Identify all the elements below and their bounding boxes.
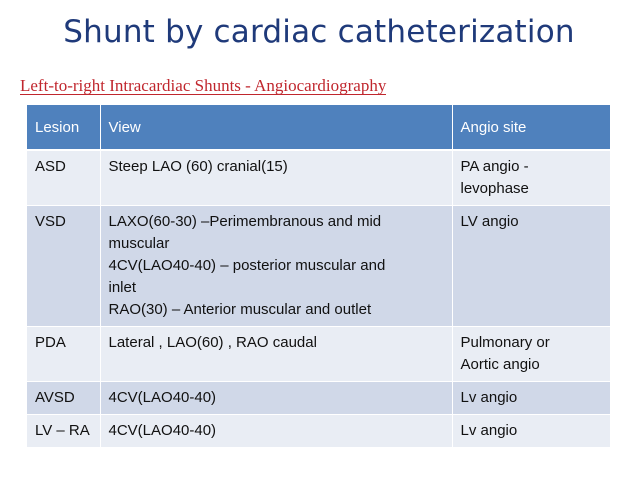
cell-line: LAXO(60-30) –Perimembranous and mid xyxy=(108,213,382,230)
slide-subtitle: Left-to-right Intracardiac Shunts - Angiocardiography xyxy=(20,76,387,95)
table-row xyxy=(27,382,610,415)
cell-line: LV angio xyxy=(460,213,519,230)
header-angio-site: Angio site xyxy=(452,105,610,150)
table-row xyxy=(27,415,610,448)
cell-lesion: AVSD xyxy=(27,382,100,415)
cell-lesion: VSD xyxy=(27,206,100,327)
header-lesion: Lesion xyxy=(27,105,100,150)
cell-line: Aortic angio xyxy=(460,356,540,373)
cell-line: PA angio - xyxy=(460,158,529,175)
cell-angio-site xyxy=(452,206,610,327)
cell-angio-site xyxy=(452,415,610,448)
table-header-row xyxy=(27,105,610,150)
cell-line: muscular xyxy=(108,235,170,252)
cell-view xyxy=(100,415,452,448)
cell-line: 4CV(LAO40-40) xyxy=(108,389,217,406)
cell-view xyxy=(100,206,452,327)
slide-title: Shunt by cardiac catheterization xyxy=(63,14,575,50)
cell-angio-site xyxy=(452,327,610,382)
cell-lesion: LV – RA xyxy=(27,415,100,448)
shunt-table xyxy=(27,105,610,448)
cell-line: Lv angio xyxy=(460,389,518,406)
cell-line: Steep LAO (60) cranial(15) xyxy=(108,158,288,175)
table-row xyxy=(27,206,610,327)
cell-view xyxy=(100,327,452,382)
cell-lesion: PDA xyxy=(27,327,100,382)
cell-lesion: ASD xyxy=(27,150,100,206)
cell-angio-site xyxy=(452,150,610,206)
cell-line: 4CV(LAO40-40) xyxy=(108,422,217,439)
cell-angio-site xyxy=(452,382,610,415)
cell-line: levophase xyxy=(460,180,529,197)
cell-line: Lv angio xyxy=(460,422,518,439)
cell-line: RAO(30) – Anterior muscular and outlet xyxy=(108,301,372,318)
table-row xyxy=(27,327,610,382)
table-row xyxy=(27,150,610,206)
cell-line: Pulmonary or xyxy=(460,334,550,351)
cell-view xyxy=(100,150,452,206)
header-view: View xyxy=(100,105,452,150)
cell-line: Lateral , LAO(60) , RAO caudal xyxy=(108,334,317,351)
cell-line: inlet xyxy=(108,279,137,296)
cell-view xyxy=(100,382,452,415)
cell-line: 4CV(LAO40-40) – posterior muscular and xyxy=(108,257,386,274)
